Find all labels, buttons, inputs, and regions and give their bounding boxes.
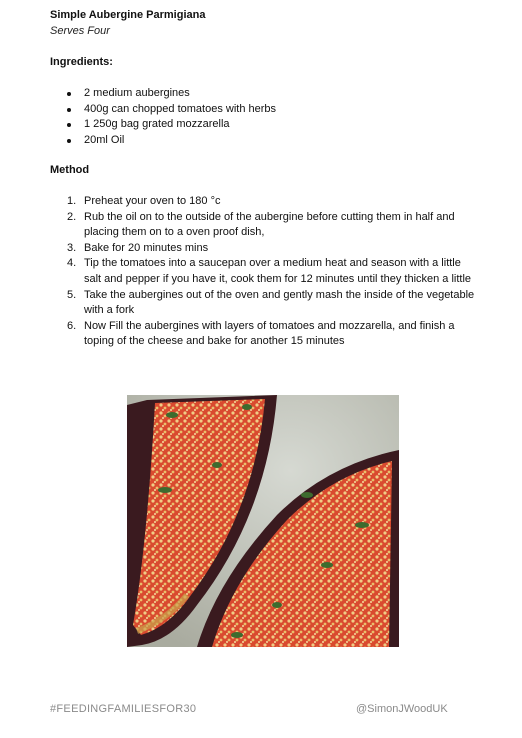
method-heading: Method	[50, 164, 90, 176]
step-number: 2.	[67, 210, 77, 223]
method-step	[50, 288, 480, 319]
step-text: Take the aubergines out of the oven and gently mash the inside of the vegetable with a fork	[84, 288, 475, 317]
recipe-title: Simple Aubergine Parmigiana	[50, 9, 206, 21]
ingredient-item: 1 250g bag grated mozzarella	[50, 117, 276, 133]
step-number: 6.	[67, 319, 77, 332]
method-list	[50, 194, 480, 350]
recipe-serves: Serves Four	[50, 25, 110, 37]
step-number: 4.	[67, 257, 77, 270]
ingredients-list	[50, 86, 276, 148]
step-text: Tip the tomatoes into a saucepan over a medium heat and season with a little salt and pepper if you have it, cook them for 12 minutes until they thicken a little	[84, 257, 472, 285]
aubergine-photo	[127, 395, 399, 647]
ingredient-item: 20ml Oil	[50, 133, 276, 149]
method-step	[50, 256, 480, 287]
aubergine-illustration	[127, 395, 399, 647]
step-number: 1.	[67, 195, 77, 207]
footer-hashtag: #FEEDINGFAMILIESFOR30	[50, 703, 197, 715]
method-step	[50, 319, 480, 350]
step-text: Preheat your oven to 180 °c	[84, 195, 221, 207]
method-step	[50, 210, 480, 241]
ingredient-item: 2 medium aubergines	[50, 86, 276, 102]
step-text: Bake for 20 minutes mins	[84, 241, 209, 254]
ingredient-item: 400g can chopped tomatoes with herbs	[50, 102, 276, 118]
ingredients-heading: Ingredients:	[50, 56, 113, 68]
method-step	[50, 194, 480, 210]
method-step	[50, 241, 480, 257]
step-text: Now Fill the aubergines with layers of tomatoes and mozzarella, and finish a toping of the cheese and bake for another 15 minutes	[84, 319, 455, 348]
step-text: Rub the oil on to the outside of the aubergine before cutting them in half and placing them on to a oven proof dish,	[84, 210, 455, 239]
step-number: 5.	[67, 288, 77, 301]
step-number: 3.	[67, 241, 77, 254]
footer-handle: @SimonJWoodUK	[356, 703, 448, 715]
